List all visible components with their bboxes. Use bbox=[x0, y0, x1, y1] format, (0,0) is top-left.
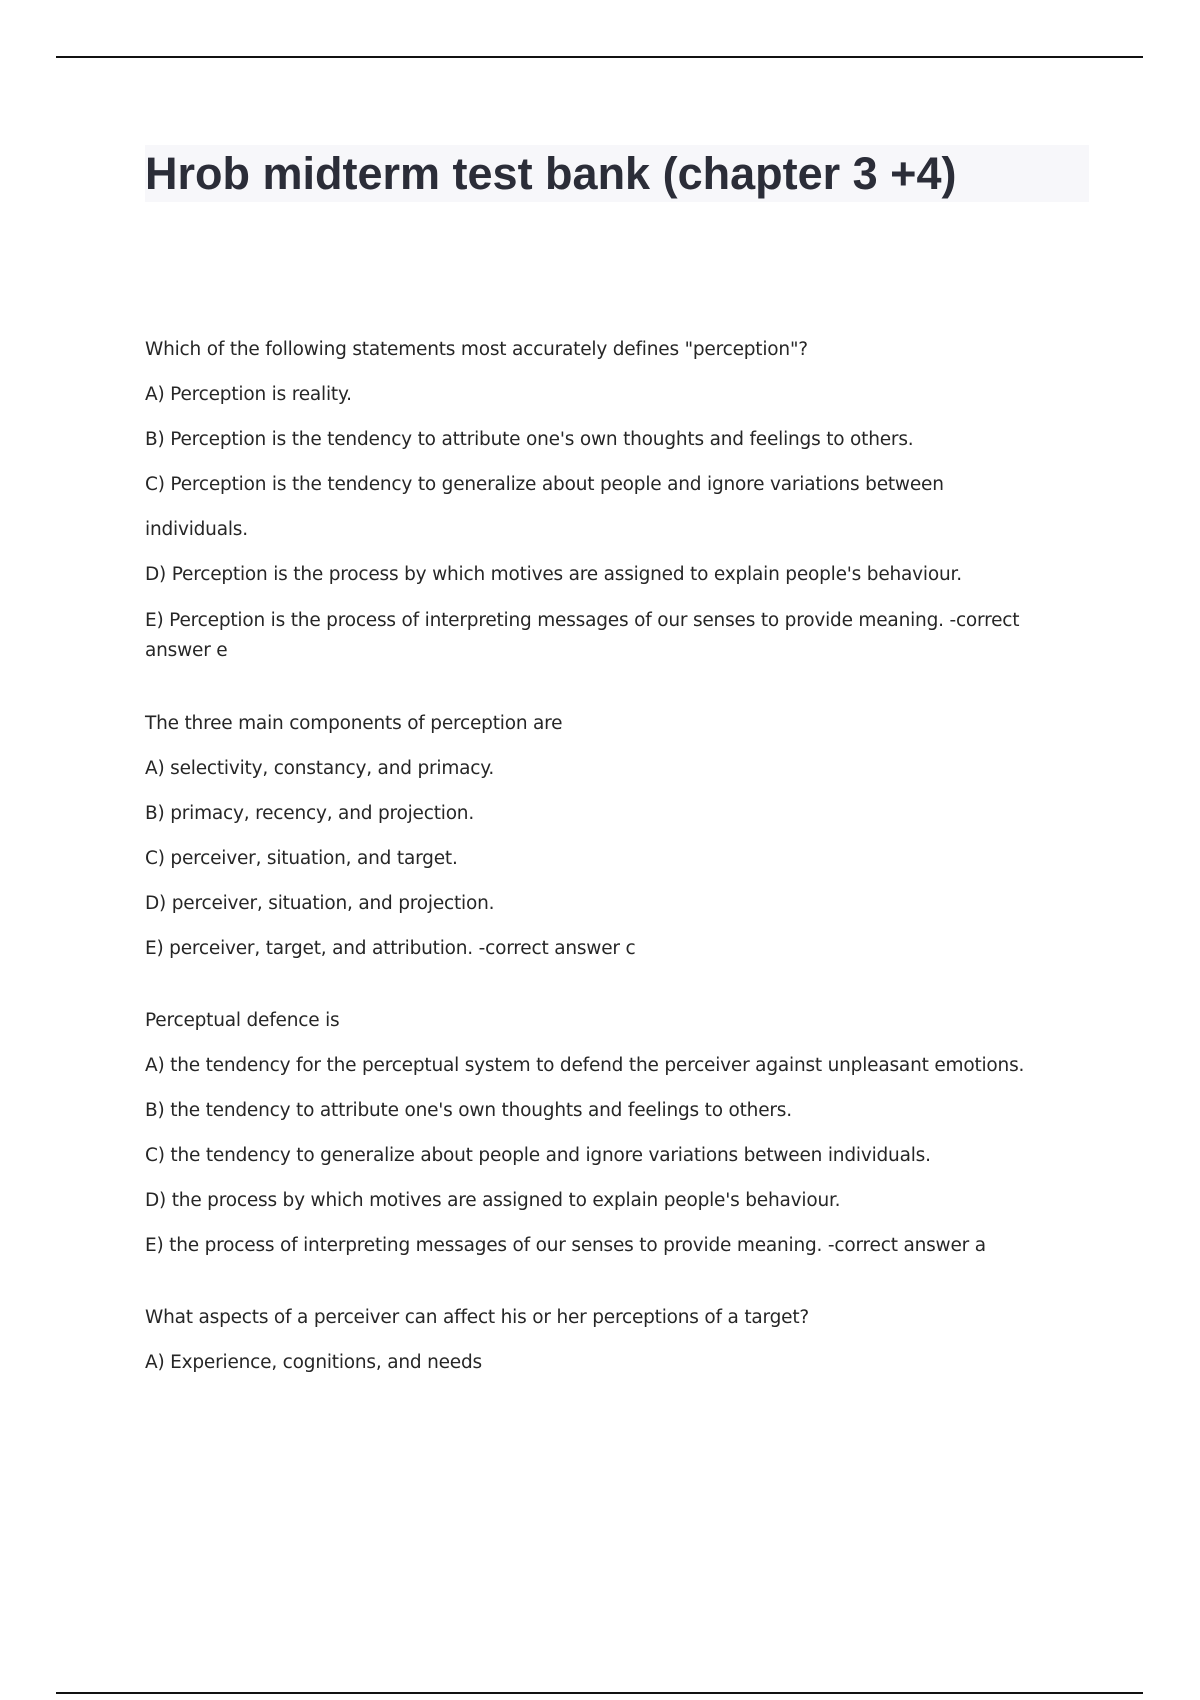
answer-option: A) Perception is reality. bbox=[145, 384, 352, 405]
answer-option: D) the process by which motives are assigned to explain people's behaviour. bbox=[145, 1190, 841, 1211]
answer-option: C) perceiver, situation, and target. bbox=[145, 848, 458, 869]
answer-option: D) perceiver, situation, and projection. bbox=[145, 893, 495, 914]
answer-option: C) Perception is the tendency to generalize about people and ignore variations between bbox=[145, 474, 944, 495]
answer-option: A) selectivity, constancy, and primacy. bbox=[145, 758, 495, 779]
answer-option: C) the tendency to generalize about people and ignore variations between individuals. bbox=[145, 1145, 931, 1166]
answer-option: A) the tendency for the perceptual system to defend the perceiver against unpleasant emotions. bbox=[145, 1055, 1025, 1076]
answer-option-with-key: E) perceiver, target, and attribution. -correct answer c bbox=[145, 938, 636, 959]
answer-option: B) Perception is the tendency to attribute one's own thoughts and feelings to others. bbox=[145, 429, 914, 450]
question-prompt: What aspects of a perceiver can affect his or her perceptions of a target? bbox=[145, 1307, 810, 1328]
answer-option: B) the tendency to attribute one's own thoughts and feelings to others. bbox=[145, 1100, 792, 1121]
question-block bbox=[145, 1007, 1085, 1260]
document-title: Hrob midterm test bank (chapter 3 +4) bbox=[145, 148, 957, 199]
answer-option: A) Experience, cognitions, and needs bbox=[145, 1352, 482, 1373]
answer-option-continuation: individuals. bbox=[145, 519, 248, 540]
question-block bbox=[145, 1304, 1085, 1377]
answer-option-with-key: E) Perception is the process of interpreting messages of our senses to provide meaning. -correct answer e bbox=[145, 610, 1020, 661]
question-prompt: Which of the following statements most accurately defines "perception"? bbox=[145, 339, 808, 360]
question-prompt: Perceptual defence is bbox=[145, 1010, 340, 1031]
question-prompt: The three main components of perception are bbox=[145, 713, 563, 734]
title-banner bbox=[145, 145, 1089, 202]
bottom-divider bbox=[56, 1692, 1143, 1694]
question-block bbox=[145, 336, 1085, 666]
question-list bbox=[145, 336, 1085, 1421]
question-block bbox=[145, 710, 1085, 963]
top-divider bbox=[56, 56, 1143, 58]
answer-option-with-key: E) the process of interpreting messages of our senses to provide meaning. -correct answer a bbox=[145, 1235, 986, 1256]
answer-option: B) primacy, recency, and projection. bbox=[145, 803, 475, 824]
answer-option: D) Perception is the process by which motives are assigned to explain people's behaviour. bbox=[145, 564, 962, 585]
